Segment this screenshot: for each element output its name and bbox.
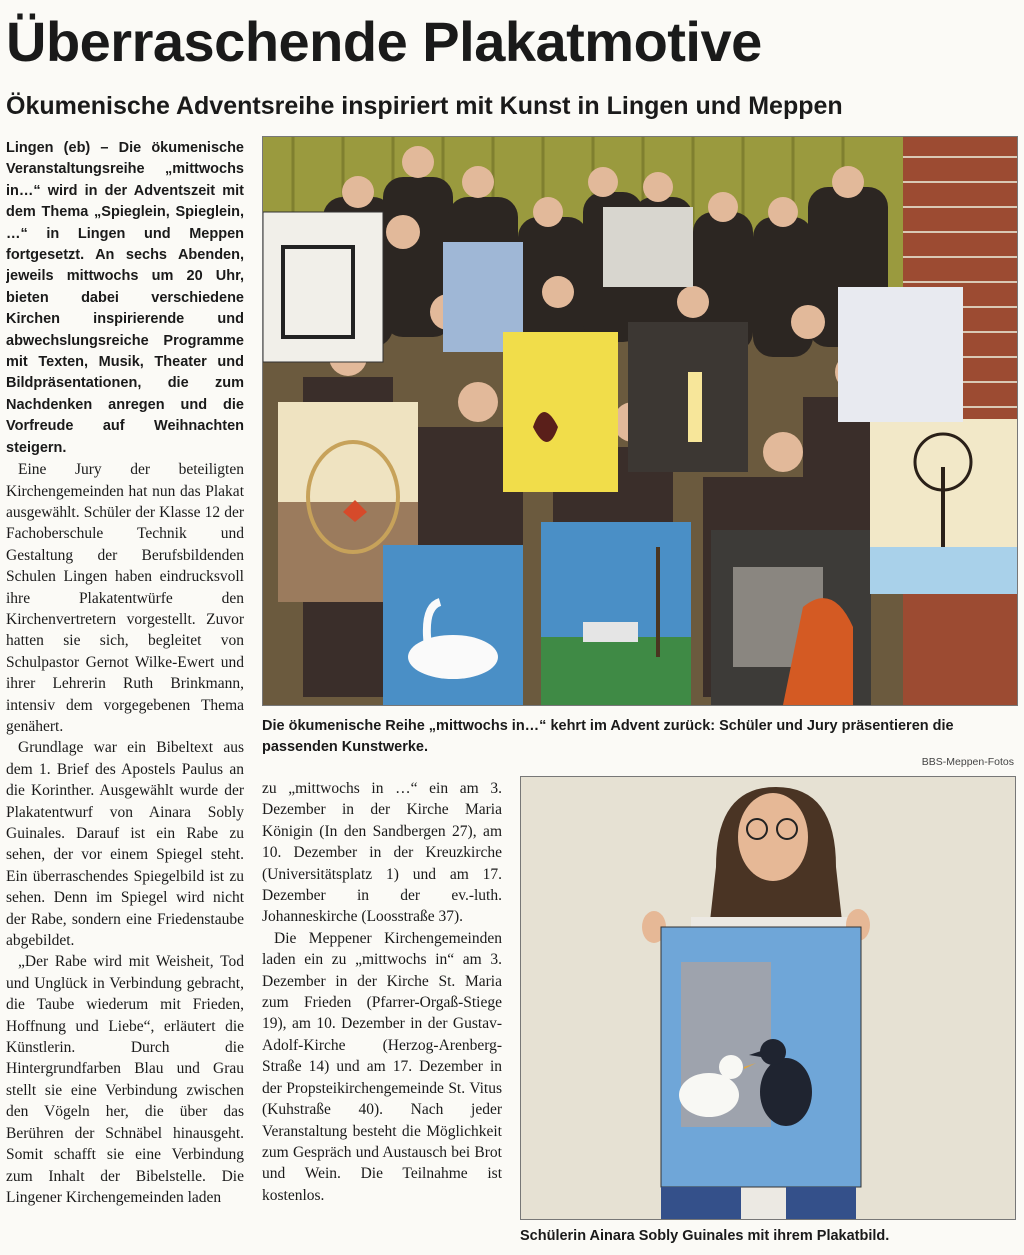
caption-artist-photo: Schülerin Ainara Sobly Guinales mit ihrem Plakatbild. bbox=[520, 1228, 890, 1244]
subheadline: Ökumenische Adventsreihe inspiriert mit Kunst in Lingen und Meppen bbox=[6, 92, 843, 120]
text-column-2 bbox=[262, 778, 502, 1250]
text-column-1 bbox=[6, 138, 244, 1250]
paragraph-lingen-dates: zu „mittwochs in …“ ein am 3. Dezember in der Kirche Maria Königin (In den Sandbergen 27), am 10. Dezember in der Kreuzkirche (Universitätsplatz 1) und am 17. Dezember in der ev.-luth. Johanneskirche (Loosstraße 37). bbox=[262, 780, 502, 926]
artist-photo bbox=[520, 776, 1016, 1220]
paragraph-meppen-dates: Die Meppener Kirchengemeinden laden ein zu „mittwochs in“ am 3. Dezember in der Kirche St. Maria zum Frieden (Pfarrer-Orgaß-Stiege 19), am 10. Dezember in der Gustav-Adolf-Kirche (Herzog-Arenberg-Straße 14) und am 17. Dezember in der Propsteikirchengemeinde St. Vitus (Kuhstraße 40). Nach jeder Veranstaltung besteht die Möglichkeit zum Gespräch und Austausch bei Brot und Wein. Die Teilnahme ist kostenlos. bbox=[262, 929, 502, 1204]
caption-group-photo: Die ökumenische Reihe „mittwochs in…“ kehrt im Advent zurück: Schüler und Jury präsentieren die passenden Kunstwerke. bbox=[262, 718, 954, 755]
paragraph-bible: Grundlage war ein Bibeltext aus dem 1. Brief des Apostels Paulus an die Korinther. Ausgewählt wurde der Plakatentwurf von Ainara Sobly Guinales. Darauf ist ein Rabe zu sehen, der vor einem Spiegel steht. Ein überraschendes Spiegelbild ist zu sehen. Denn im Spiegel wird nicht der Rabe, sondern eine Friedenstaube abgebildet. bbox=[6, 739, 244, 950]
headline: Überraschende Plakatmotive bbox=[6, 10, 762, 73]
photo-credit: BBS-Meppen-Fotos bbox=[921, 756, 1014, 768]
paragraph-jury: Eine Jury der beteiligten Kirchengemeinden hat nun das Plakat ausgewählt. Schüler der Klasse 12 der Fachoberschule Technik und Gestaltung der Berufsbildenden Schulen Lingen haben eindrucksvoll ihre Plakatentwürfe den Kirchenvertretern vorgestellt. Zuvor hatten sie sich, begleitet von Schulpastor Gernot Wilke-Ewert und ihrer Lehrerin Ruth Brinkmann, intensiv dem vorgegebenen Thema genähert. bbox=[6, 461, 244, 735]
lead-paragraph: Lingen (eb) – Die ökumenische Veranstaltungsreihe „mittwochs in…“ wird in der Adventszeit mit dem Thema „Spieglein, Spieglein, …“ in Lingen und Meppen fortgesetzt. An sechs Abenden, jeweils mittwochs um 20 Uhr, bieten dabei verschiedene Kirchen inspirierende und abwechslungsreiche Programme mit Texten, Musik, Theater und Bildpräsentationen, die zum Nachdenken anregen und die Vorfreude auf Weihnachten steigern. bbox=[6, 140, 244, 456]
group-photo bbox=[262, 136, 1018, 706]
paragraph-quote: „Der Rabe wird mit Weisheit, Tod und Unglück in Verbindung gebracht, die Taube wiederum mit Frieden, Hoffnung und Liebe“, erläutert die Künstlerin. Durch die Hintergrundfarben Blau und Grau stellt sie eine Verbindung zwischen den Vögeln her, die über das Berühren der Schnäbel hinausgeht. Somit schafft sie eine Verbindung zum Inhalt der Bibelstelle. Die Lingener Kirchengemeinden laden bbox=[6, 953, 244, 1206]
